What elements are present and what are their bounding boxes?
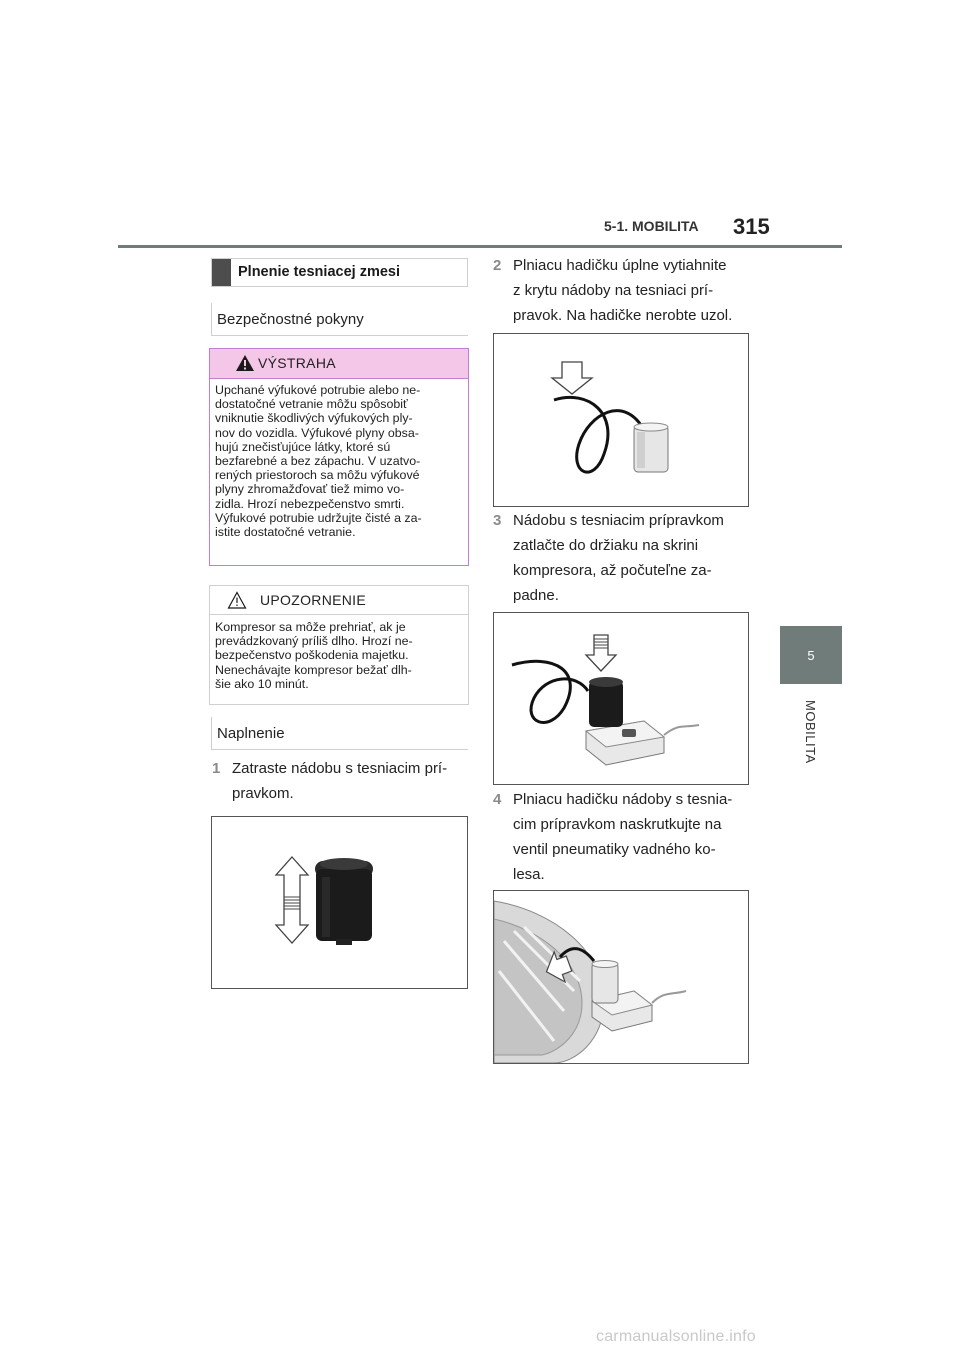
step-number: 4: [493, 791, 502, 808]
warning-line: bezfarebné a bez zápachu. V uzatvo-: [215, 454, 421, 469]
step-line: Plniacu hadičku nádoby s tesnia-: [513, 791, 733, 808]
warning-line: istite dostatočné vetranie.: [215, 525, 356, 540]
warning-line: Výfukové potrubie udržujte čisté a za-: [215, 510, 422, 525]
step-line: ventil pneumatiky vadného ko-: [513, 841, 716, 858]
section-heading-text: Plnenie tesniacej zmesi: [238, 264, 400, 280]
step-line: Plniacu hadičku úplne vytiahnite: [513, 257, 727, 274]
warning-line: hujú znečisťujúce látky, ktoré sú: [215, 439, 391, 454]
step-line: Nádobu s tesniacim prípravkom: [513, 512, 724, 529]
step-text: [513, 787, 732, 887]
warning-triangle-icon: [235, 354, 255, 372]
warning-title: VÝSTRAHA: [258, 355, 336, 371]
chapter-label: MOBILITA: [803, 700, 818, 764]
notice-line: prevádzkovaný príliš dlho. Hrozí ne-: [215, 634, 413, 649]
step-text: [232, 756, 447, 806]
section-heading: [211, 258, 468, 287]
warning-text: [215, 383, 463, 539]
notice-line: šie ako 10 minút.: [215, 676, 309, 691]
warning-line: zidla. Hrozí nebezpečenstvo smrti.: [215, 496, 405, 511]
step-line: padne.: [513, 587, 559, 604]
notice-text: [215, 620, 463, 691]
figure-insert-container: [493, 612, 749, 785]
notice-box: [209, 585, 469, 705]
figure-shake-container: [211, 816, 468, 989]
step-text: [513, 253, 732, 328]
warning-header: [210, 349, 468, 379]
step-3: [493, 508, 749, 608]
section-heading-bar: [212, 259, 231, 286]
step-line: pravkom.: [232, 785, 294, 802]
warning-line: rených priestoroch sa môžu výfukové: [215, 468, 420, 483]
attach-valve-illustration: [494, 891, 748, 1063]
warning-line: plyny zhromažďovať tiež mimo vo-: [215, 482, 405, 497]
step-line: zatlačte do držiaku na skrini: [513, 537, 699, 554]
warning-line: dostatočné vetranie môžu spôsobiť: [215, 397, 408, 412]
notice-line: bezpečenstvo poškodenia majetku.: [215, 648, 409, 663]
step-number: 1: [212, 760, 221, 777]
figure-attach-valve: [493, 890, 749, 1064]
section-title: 5-1. MOBILITA: [604, 218, 699, 234]
warning-line: vniknutie škodlivých výfukových ply-: [215, 411, 413, 426]
notice-line: Kompresor sa môže prehriať, ak je: [215, 620, 406, 634]
step-text: [513, 508, 724, 608]
chapter-number: 5: [807, 647, 815, 663]
step-number: 3: [493, 512, 502, 529]
notice-line: Nenechávajte kompresor bežať dlh-: [215, 662, 412, 677]
safety-subheading: Bezpečnostné pokyny: [211, 303, 468, 336]
step-line: kompresora, až počuteľne za-: [513, 562, 712, 579]
step-line: lesa.: [513, 866, 545, 883]
header-rule: [118, 245, 842, 248]
pull-hose-illustration: [494, 334, 748, 506]
watermark: carmanualsonline.info: [596, 1328, 756, 1345]
warning-line: nov do vozidla. Výfukové plyny obsa-: [215, 425, 419, 440]
figure-pull-hose: [493, 333, 749, 507]
step-2: [493, 253, 749, 329]
step-1: [212, 756, 468, 808]
step-line: z krytu nádoby na tesniaci prí-: [513, 282, 714, 299]
chapter-tab: [780, 626, 842, 684]
warning-line: Upchané výfukové potrubie alebo ne-: [215, 383, 421, 397]
notice-header: [210, 586, 468, 615]
fill-subheading: Naplnenie: [211, 717, 468, 750]
insert-container-illustration: [494, 613, 748, 784]
page-number: 315: [733, 214, 770, 239]
step-number: 2: [493, 257, 502, 274]
step-line: cim prípravkom naskrutkujte na: [513, 816, 722, 833]
step-line: pravok. Na hadičke nerobte uzol.: [513, 307, 733, 324]
step-4: [493, 787, 749, 887]
caution-outline-triangle-icon: [227, 591, 247, 609]
warning-box: [209, 348, 469, 566]
notice-title: UPOZORNENIE: [260, 592, 366, 608]
shake-container-illustration: [212, 817, 467, 988]
step-line: Zatraste nádobu s tesniacim prí-: [232, 760, 448, 777]
